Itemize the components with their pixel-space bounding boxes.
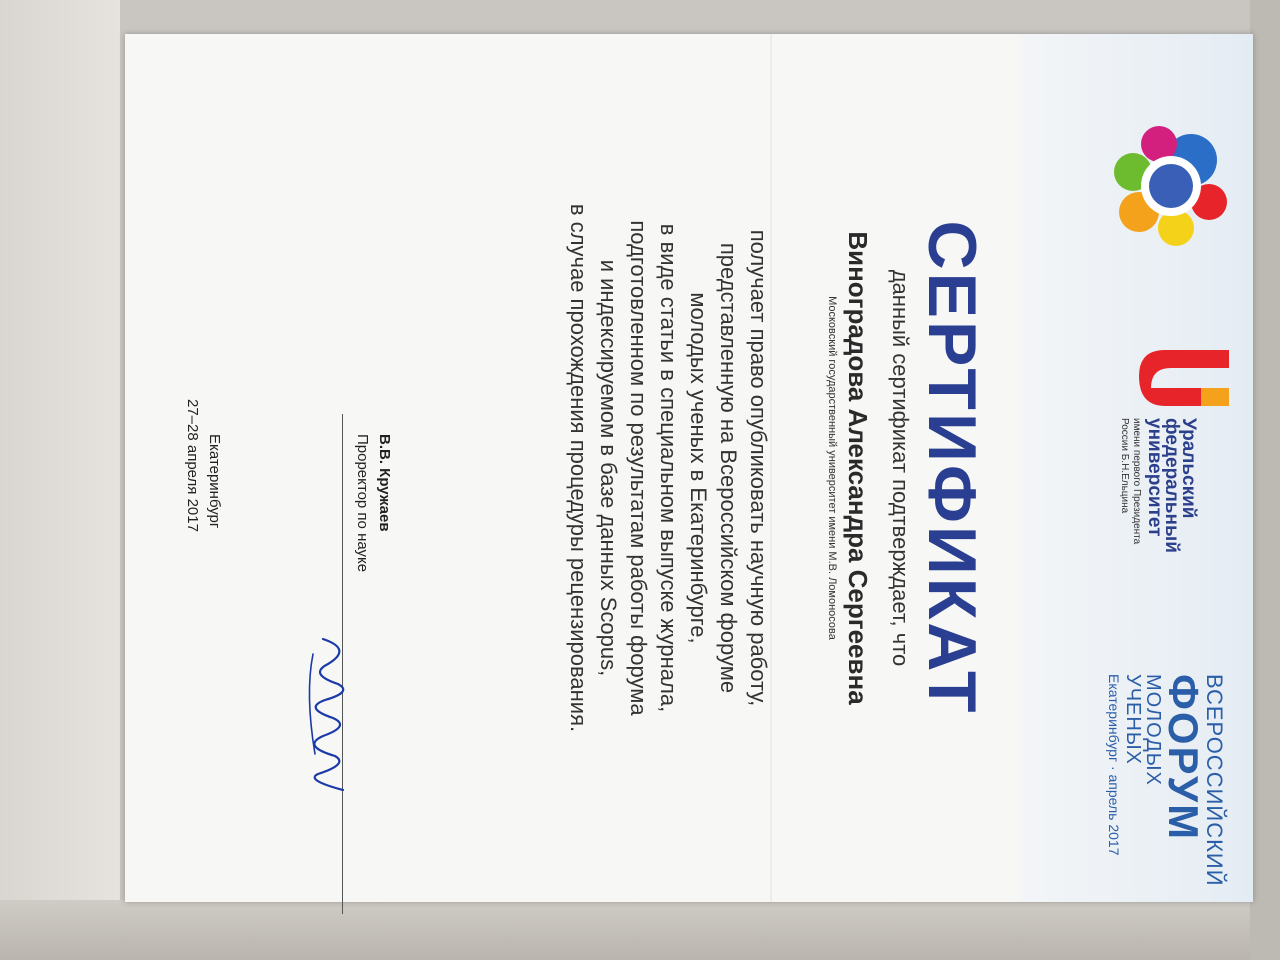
globe-icon: [1149, 164, 1193, 208]
urfu-u-mark-icon: [1136, 340, 1231, 410]
confirm-text: данный сертификат подтверждает, что: [888, 269, 913, 667]
body-line: получает право опубликовать научную работу,: [746, 229, 771, 707]
certificate-title: СЕРТИФИКАТ: [914, 220, 990, 716]
body-line: в случае прохождения процедуры рецензирования.: [566, 203, 591, 733]
fifth-festival-flower-logo-icon: [1111, 120, 1231, 250]
urfu-text: [1118, 418, 1197, 553]
body-line: представленную на Всероссийском форуме: [716, 242, 741, 694]
forum-line-allrussian: ВСЕРОССИЙСКИЙ: [1202, 674, 1227, 887]
recipient-university: Московский государственный университет имени М.В. Ломоносова: [826, 296, 838, 640]
background-desk-bottom: [0, 900, 1280, 960]
body-line: и индексируемом в базе данных Scopus,: [596, 259, 621, 677]
body-line: в виде статьи в специальном выпуске журнала,: [656, 223, 681, 713]
background-desk-right: [1250, 0, 1280, 960]
certificate-body: [563, 94, 773, 842]
urfu-subtitle: имени первого Президента России Б.Н.Ельцина: [1119, 418, 1142, 545]
urfu-title: Уральский федеральный университет: [1144, 418, 1199, 553]
forum-line-young-scientists: МОЛОДЫХ УЧЕНЫХ: [1122, 674, 1164, 786]
background-desk-left: [0, 0, 120, 960]
handwritten-signature: [293, 634, 363, 794]
signer-role: Проректор по науке: [354, 434, 371, 573]
signer-name: В.В. Кружаев: [376, 434, 393, 532]
forum-line-place-date: Екатеринбург · апрель 2017: [1106, 674, 1122, 856]
body-line: молодых ученых в Екатеринбурге,: [686, 292, 711, 644]
forum-title-block: [1105, 674, 1227, 887]
forum-line-forum: ФОРУМ: [1160, 674, 1207, 842]
body-line: подготовленном по результатам работы форума: [626, 220, 651, 716]
certificate-content: [125, 34, 1253, 902]
recipient-name: Виноградова Александра Сергеевна: [843, 231, 873, 705]
issue-city: Екатеринбург: [206, 434, 223, 529]
urfu-logo: [1101, 340, 1231, 630]
issue-date: 27–28 апреля 2017: [184, 399, 201, 532]
